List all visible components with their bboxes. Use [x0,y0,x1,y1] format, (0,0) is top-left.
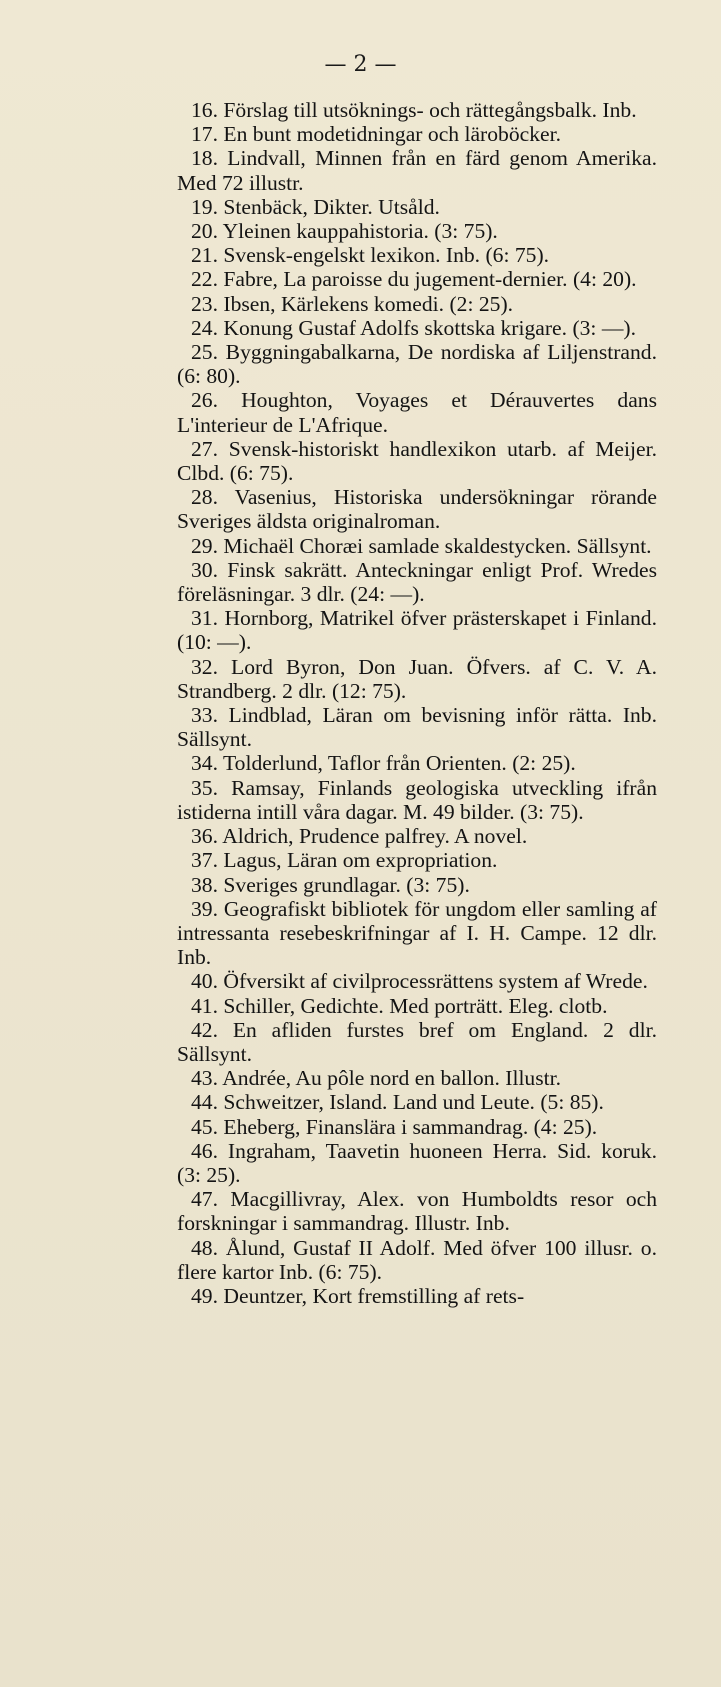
catalog-entry: 17. En bunt modetidningar och läroböcker. [191,122,562,147]
catalog-entry: 16. Förslag till utsöknings- och rättegångsbalk. Inb. [191,98,637,122]
catalog-entry: 23. Ibsen, Kärlekens komedi. (2: 25). [191,291,514,316]
catalog-entry: 27. Svensk-historiskt handlexikon utarb. af Meijer. Clbd. (6: 75). [177,436,657,486]
catalog-entry: 41. Schiller, Gedichte. Med porträtt. Eleg. clotb. [191,993,608,1018]
catalog-entry: 19. Stenbäck, Dikter. Utsåld. [191,194,440,219]
catalog-entry: 40. Öfversikt af civilprocessrättens system af Wrede. [191,969,648,994]
catalog-entry: 26. Houghton, Voyages et Dérauvertes dans L'interieur de L'Afrique. [177,388,657,437]
catalog-entry: 18. Lindvall, Minnen från en färd genom Amerika. Med 72 illustr. [177,146,657,195]
catalog-entry: 47. Macgillivray, Alex. von Humboldts resor och forskningar i sammandrag. Illustr. Inb. [177,1187,657,1236]
catalog-entry: 21. Svensk-engelskt lexikon. Inb. (6: 75). [191,243,550,268]
catalog-entry: 25. Byggningabalkarna, De nordiska af Liljenstrand. (6: 80). [177,340,657,389]
catalog-entry: 45. Eheberg, Finanslära i sammandrag. (4: 25). [191,1114,598,1139]
page-number: — 2 — [324,52,397,77]
catalog-entry: 29. Michaël Choræi samlade skaldestycken. Sällsynt. [191,533,652,558]
catalog-entry: 36. Aldrich, Prudence palfrey. A novel. [191,824,528,849]
catalog-entry: 46. Ingraham, Taavetin huoneen Herra. Sid. koruk. (3: 25). [177,1138,657,1187]
catalog-entry: 28. Vasenius, Historiska undersökningar rörande Sveriges äldsta originalroman. [177,485,657,534]
catalog-entry: 48. Ålund, Gustaf II Adolf. Med öfver 100 illusr. o. flere kartor Inb. (6: 75). [177,1235,657,1284]
catalog-entries [177,98,657,1308]
catalog-entry: 31. Hornborg, Matrikel öfver prästerskapet i Finland. (10: —). [177,606,657,655]
catalog-entry: 20. Yleinen kauppahistoria. (3: 75). [191,219,498,244]
catalog-entry: 24. Konung Gustaf Adolfs skottska krigare. (3: —). [191,315,637,340]
catalog-entry: 39. Geografiskt bibliotek för ungdom eller samling af intressanta resebeskrifningar af I. H. Campe. 12 dlr. Inb. [177,896,657,970]
catalog-entry: 49. Deuntzer, Kort fremstilling af rets- [191,1283,525,1308]
catalog-entry: 37. Lagus, Läran om expropriation. [191,848,498,873]
catalog-entry: 42. En afliden furstes bref om England. 2 dlr. Sällsynt. [177,1017,657,1066]
catalog-entry: 38. Sveriges grundlagar. (3: 75). [191,872,470,897]
catalog-entry: 22. Fabre, La paroisse du jugement-dernier. (4: 20). [191,267,637,292]
catalog-entry: 44. Schweitzer, Island. Land und Leute. (5: 85). [191,1090,604,1115]
catalog-entry: 35. Ramsay, Finlands geologiska utveckling ifrån istiderna intill våra dagar. M. 49 bilder. (3: 75). [177,775,657,824]
catalog-entry: 32. Lord Byron, Don Juan. Öfvers. af C. V. A. Strandberg. 2 dlr. (12: 75). [177,654,657,703]
catalog-entry: 30. Finsk sakrätt. Anteckningar enligt Prof. Wredes föreläsningar. 3 dlr. (24: —). [177,557,657,607]
catalog-entry: 33. Lindblad, Läran om bevisning inför rätta. Inb. Sällsynt. [177,703,657,752]
catalog-entry: 43. Andrée, Au pôle nord en ballon. Illustr. [191,1066,562,1091]
catalog-entry: 34. Tolderlund, Taflor från Orienten. (2: 25). [191,751,576,776]
